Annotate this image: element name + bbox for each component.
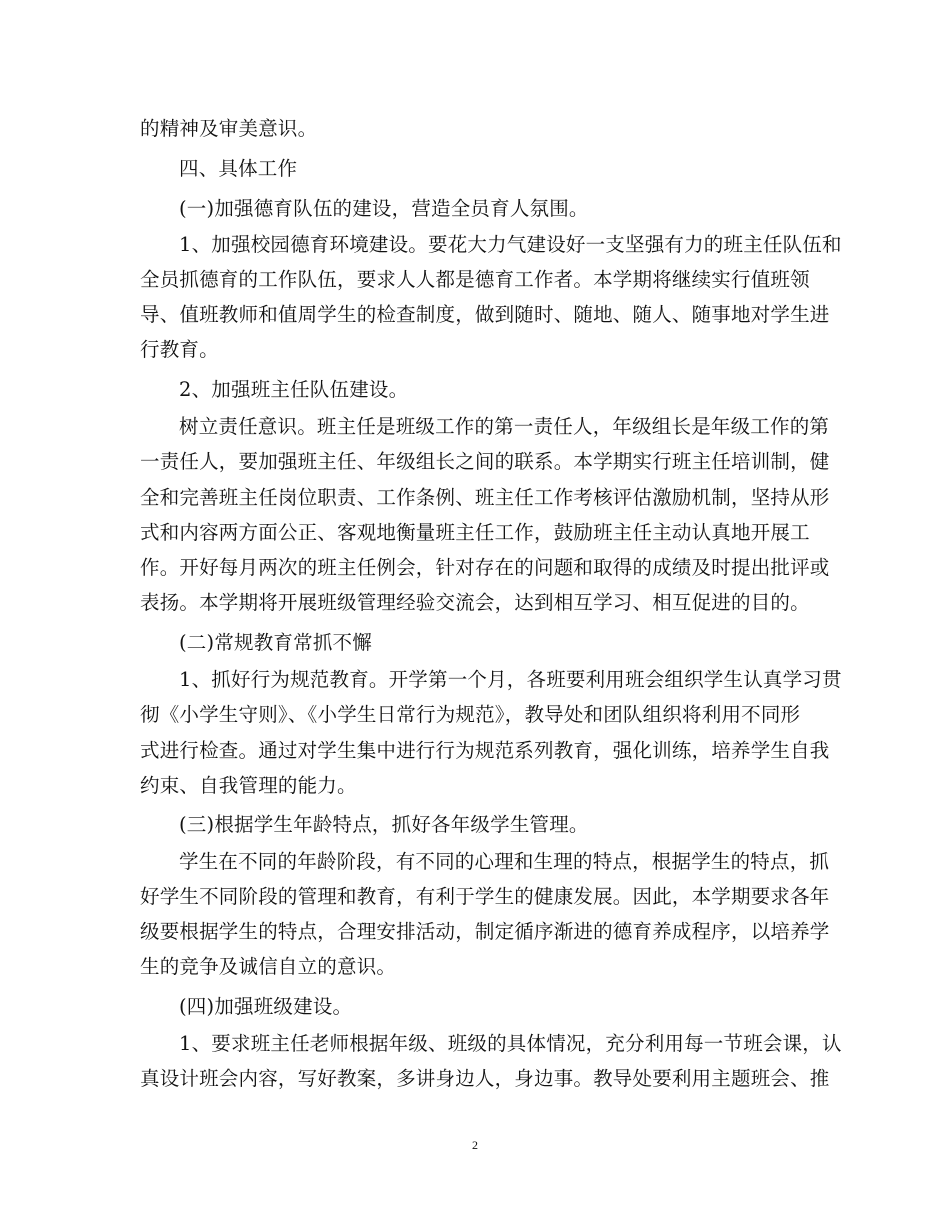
text-line: 的精神及审美意识。 [140, 117, 318, 140]
text-line: 作。开好每月两次的班主任例会，针对存在的问题和取得的成绩及时提出批评或 [140, 556, 830, 579]
page-number: 2 [472, 1138, 478, 1152]
text-line: 彻《小学生守则》、《小学生日常行为规范》，教导处和团队组织将利用不同形 [140, 703, 801, 726]
text-line: 学生在不同的年龄阶段，有不同的心理和生理的特点，根据学生的特点，抓 [179, 850, 830, 873]
text-line: 一责任人，要加强班主任、年级组长之间的联系。本学期实行班主任培训制，健 [140, 450, 830, 473]
subsection-heading: (一)加强德育队伍的建设，营造全员育人氛围。 [179, 197, 589, 220]
text-line: 好学生不同阶段的管理和教育，有利于学生的健康发展。因此，本学期要求各年 [140, 885, 830, 908]
text-line: 1、抓好行为规范教育。开学第一个月，各班要利用班会组织学生认真学习贯 [179, 668, 842, 691]
subsection-heading: (二)常规教育常抓不懈 [179, 631, 372, 654]
text-line: 约束、自我管理的能力。 [140, 774, 357, 797]
text-line: 级要根据学生的特点，合理安排活动，制定循序渐进的德育养成程序，以培养学 [140, 920, 830, 943]
section-heading: 四、具体工作 [179, 157, 298, 180]
text-line: 表扬。本学期将开展班级管理经验交流会，达到相互学习、相互促进的目的。 [140, 591, 810, 614]
subsection-heading: 2、加强班主任队伍建设。 [179, 378, 409, 401]
text-line: 1、加强校园德育环境建设。要花大力气建设好一支坚强有力的班主任队伍和 [179, 233, 842, 256]
subsection-heading: (四)加强班级建设。 [179, 995, 353, 1018]
text-line: 真设计班会内容，写好教案，多讲身边人，身边事。教导处要利用主题班会、推 [140, 1067, 830, 1090]
text-line: 全和完善班主任岗位职责、工作条例、班主任工作考核评估激励机制，坚持从形 [140, 486, 830, 509]
text-line: 生的竞争及诚信自立的意识。 [140, 955, 397, 978]
text-line: 式和内容两方面公正、客观地衡量班主任工作，鼓励班主任主动认真地开展工 [140, 521, 810, 544]
text-line: 树立责任意识。班主任是班级工作的第一责任人，年级组长是年级工作的第 [179, 415, 830, 438]
text-line: 全员抓德育的工作队伍，要求人人都是德育工作者。本学期将继续实行值班领 [140, 268, 810, 291]
text-line: 行教育。 [140, 338, 219, 361]
subsection-heading: (三)根据学生年龄特点，抓好各年级学生管理。 [179, 813, 589, 836]
text-line: 式进行检查。通过对学生集中进行行为规范系列教育，强化训练，培养学生自我 [140, 739, 830, 762]
text-line: 1、要求班主任老师根据年级、班级的具体情况，充分利用每一节班会课，认 [179, 1032, 842, 1055]
text-line: 导、值班教师和值周学生的检查制度，做到随时、随地、随人、随事地对学生进 [140, 303, 830, 326]
